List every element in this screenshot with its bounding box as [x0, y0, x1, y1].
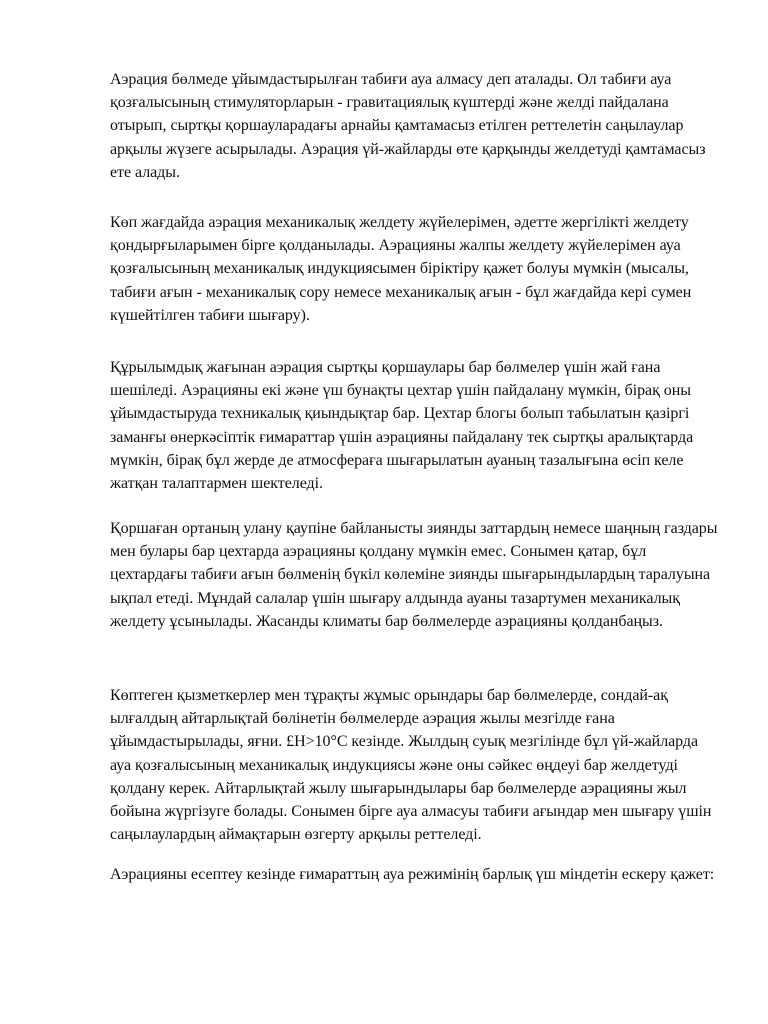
paragraph-calculation-note: Аэрацияны есептеу кезінде ғимараттың ауа режимінің барлық үш міндетін ескеру қажет: [110, 866, 715, 883]
paragraph-harmful-substances: Қоршаған ортаның улану қаупіне байланысты зиянды заттардың немесе шаңның газдары мен булары бар цехтарда аэрацияны қолдану мүмкін емес. Сонымен қатар, бұл цехтардағы табиғи ағын бөлменің бүкіл көлеміне зиянды шығарындылардың таралуына ықпал етеді. Мұндай салалар үшін шығару алдында ауаны тазартумен механикалық желдету ұсынылады. Жасанды климаты бар бөлмелерде аэрацияны қолданбаңыз. [110, 520, 718, 630]
paragraph-seasonal-use: Көптеген қызметкерлер мен тұрақты жұмыс орындары бар бөлмелерде, сондай-ақ ылғалдың айтарлықтай бөлінетін бөлмелерде аэрация жылы мезгілде ғана ұйымдастырылады, яғни. £Н>10°С кезінде. Жылдың суық мезгілінде бұл үй-жайларда ауа қозғалысының механикалық индукциясы және оны сәйкес өңдеуі бар желдетуді қолдану керек. Айтарлықтай жылу шығарындылары бар бөлмелерде аэрацияны жыл бойына жүргізуге болады. Сонымен бірге ауа алмасуы табиғи ағындар мен шығару үшін саңылаулардың аймақтарын өзгерту арқылы реттеледі. [110, 687, 712, 844]
paragraph-structural-aspects: Құрылымдық жағынан аэрация сыртқы қоршаулары бар бөлмелер үшін жай ғана шешіледі. Аэрацияны екі және үш бунақты цехтар үшін пайдалану мүмкін, бірақ оны ұйымдастыруда техникалық қиындықтар бар. Цехтар блогы болып табылатын қазіргі заманғы өнеркәсіптік ғимараттар үшін аэрацияны пайдалану тек сыртқы аралықтарда мүмкін, бірақ бұл жерде де атмосфераға шығарылатын ауаның тазалығына өсіп келе жатқан талаптармен шектеледі. [110, 359, 694, 493]
paragraph-mechanical-combination: Көп жағдайда аэрация механикалық желдету жүйелерімен, әдетте жергілікті желдету қондырғыларымен бірге қолданылады. Аэрацияны жалпы желдету жүйелерімен ауа қозғалысының механикалық индукциясымен біріктіру қажет болуы мүмкін (мысалы, табиғи ағын - механикалық сору немесе механикалық ағын - бұл жағдайда кері сумен күшейтілген табиғи шығару). [110, 214, 692, 324]
paragraph-aeration-definition: Аэрация бөлмеде ұйымдастырылған табиғи ауа алмасу деп аталады. Ол табиғи ауа қозғалысының стимуляторларын - гравитациялық күштерді және желді пайдалана отырып, сыртқы қоршауларадағы арнайы қамтамасыз етілген реттелетін саңылаулар арқылы жүзеге асырылады. Аэрация үй-жайларды өте қарқынды желдетуді қамтамасыз ете алады. [110, 71, 706, 181]
